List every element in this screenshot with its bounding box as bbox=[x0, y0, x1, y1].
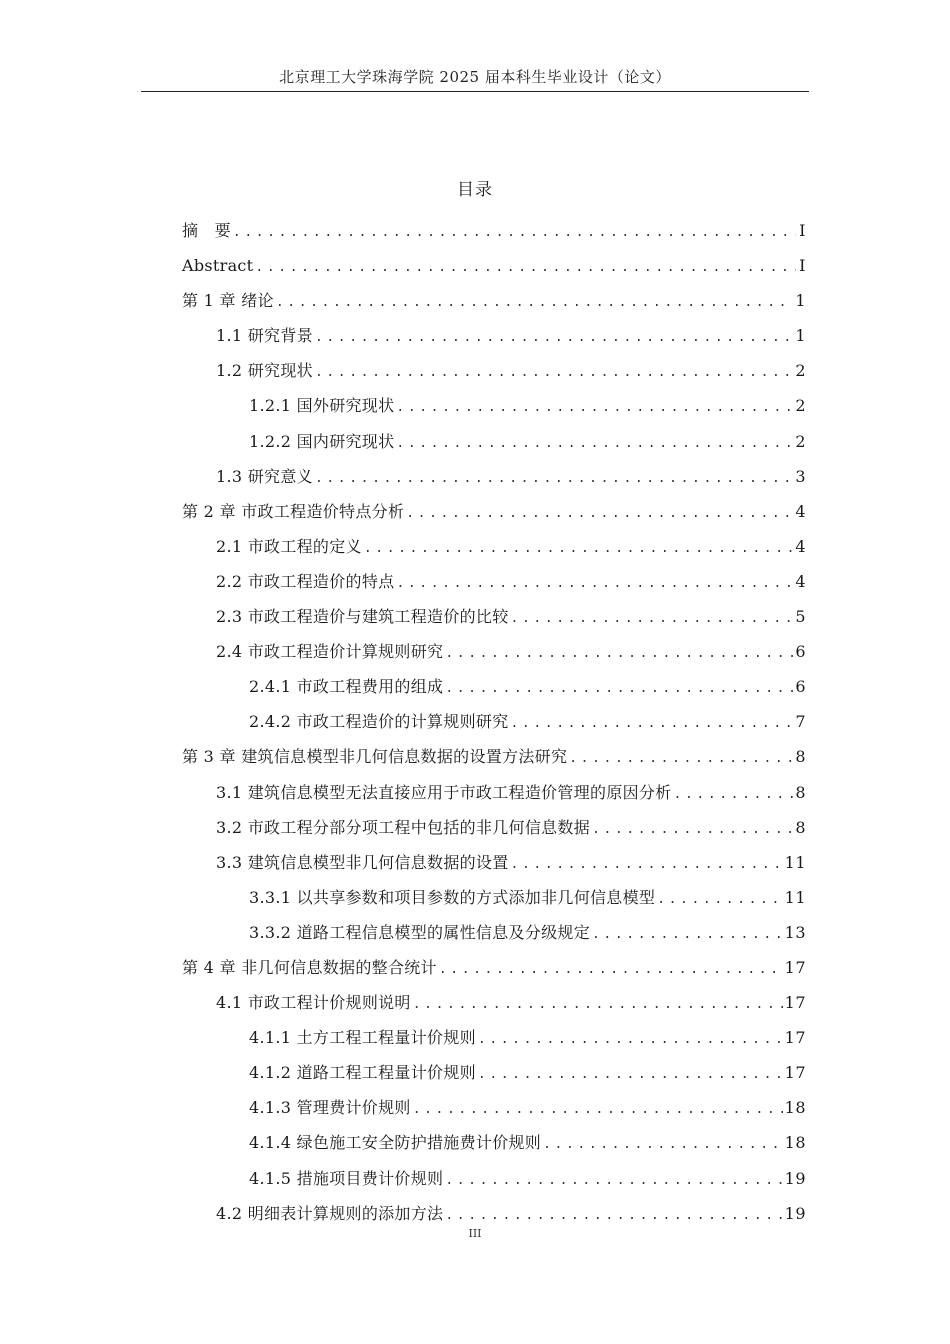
dot-leader bbox=[543, 1127, 783, 1162]
toc-entry-label: 4.1.1 土方工程工程量计价规则 bbox=[249, 1028, 476, 1048]
toc-entry-page: 18 bbox=[784, 1133, 806, 1153]
toc-entry-label: 2.4.2 市政工程造价的计算规则研究 bbox=[249, 712, 509, 732]
toc-entry[interactable] bbox=[182, 1125, 806, 1160]
table-of-contents bbox=[182, 213, 806, 1231]
dot-leader bbox=[315, 461, 793, 496]
toc-entry-page: 2 bbox=[795, 431, 806, 451]
dot-leader bbox=[674, 777, 794, 812]
toc-entry-page: 2 bbox=[795, 396, 806, 416]
toc-entry[interactable] bbox=[182, 845, 806, 880]
toc-entry-page: 17 bbox=[784, 1063, 806, 1083]
toc-entry-label: 4.1.3 管理费计价规则 bbox=[249, 1098, 411, 1118]
toc-entry-label: 4.1 市政工程计价规则说明 bbox=[216, 993, 411, 1013]
dot-leader bbox=[478, 1022, 783, 1057]
toc-entry[interactable] bbox=[182, 1055, 806, 1090]
dot-leader bbox=[445, 1163, 782, 1198]
dot-leader bbox=[439, 952, 783, 987]
dot-leader bbox=[255, 250, 796, 285]
toc-entry-label: 1.1 研究背景 bbox=[216, 326, 313, 346]
toc-entry[interactable] bbox=[182, 1161, 806, 1196]
dot-leader bbox=[445, 636, 793, 671]
dot-leader bbox=[396, 426, 793, 461]
dot-leader bbox=[511, 706, 794, 741]
toc-entry[interactable] bbox=[182, 634, 806, 669]
dot-leader bbox=[233, 215, 796, 250]
toc-entry-page: 8 bbox=[795, 782, 806, 802]
toc-entry-page: 17 bbox=[784, 1028, 806, 1048]
toc-entry[interactable] bbox=[182, 915, 806, 950]
toc-entry-label: 摘 要 bbox=[182, 221, 231, 240]
dot-leader bbox=[511, 601, 794, 636]
toc-entry[interactable] bbox=[182, 318, 806, 353]
dot-leader bbox=[592, 812, 793, 847]
toc-entry[interactable] bbox=[182, 950, 806, 985]
toc-entry-page: 4 bbox=[795, 501, 806, 521]
toc-entry[interactable] bbox=[182, 494, 806, 529]
toc-entry-page: 4 bbox=[795, 571, 806, 591]
toc-entry-label: 1.2 研究现状 bbox=[216, 361, 313, 381]
header-divider bbox=[141, 91, 809, 92]
toc-entry-page: 1 bbox=[795, 326, 806, 346]
toc-title: 目录 bbox=[457, 180, 493, 200]
toc-entry-label: 第 2 章 市政工程造价特点分析 bbox=[182, 501, 405, 521]
toc-entry-label: 3.3 建筑信息模型非几何信息数据的设置 bbox=[216, 852, 509, 872]
toc-entry-page: 19 bbox=[784, 1168, 806, 1188]
toc-entry-label: 2.4.1 市政工程费用的组成 bbox=[249, 677, 444, 697]
dot-leader bbox=[406, 496, 793, 531]
dot-leader bbox=[592, 917, 783, 952]
toc-entry-label: 3.3.2 道路工程信息模型的属性信息及分级规定 bbox=[249, 922, 590, 942]
toc-entry[interactable] bbox=[182, 880, 806, 915]
toc-entry-page: 3 bbox=[795, 466, 806, 486]
toc-entry-label: 4.2 明细表计算规则的添加方法 bbox=[216, 1203, 444, 1223]
toc-entry[interactable] bbox=[182, 564, 806, 599]
toc-entry[interactable] bbox=[182, 388, 806, 423]
toc-entry[interactable] bbox=[182, 353, 806, 388]
toc-entry[interactable] bbox=[182, 1020, 806, 1055]
toc-entry[interactable] bbox=[182, 739, 806, 774]
toc-entry-page: 13 bbox=[784, 922, 806, 942]
toc-entry[interactable] bbox=[182, 669, 806, 704]
running-header: 北京理工大学珠海学院 2025 届本科生毕业设计（论文） bbox=[279, 68, 671, 86]
toc-entry-page: 2 bbox=[795, 361, 806, 381]
toc-entry[interactable] bbox=[182, 985, 806, 1020]
toc-entry-label: 1.2.2 国内研究现状 bbox=[249, 431, 395, 451]
toc-entry[interactable] bbox=[182, 248, 806, 283]
toc-entry[interactable] bbox=[182, 529, 806, 564]
toc-entry-label: 3.3.1 以共享参数和项目参数的方式添加非几何信息模型 bbox=[249, 887, 656, 907]
dot-leader bbox=[413, 987, 783, 1022]
toc-entry-page: 8 bbox=[795, 817, 806, 837]
toc-entry-label: 4.1.4 绿色施工安全防护措施费计价规则 bbox=[249, 1133, 542, 1153]
toc-entry-page: 11 bbox=[784, 852, 806, 872]
toc-entry-label: 第 1 章 绪论 bbox=[182, 291, 274, 311]
dot-leader bbox=[657, 882, 782, 917]
toc-entry[interactable] bbox=[182, 283, 806, 318]
toc-entry-label: 4.1.5 措施项目费计价规则 bbox=[249, 1168, 444, 1188]
toc-entry[interactable] bbox=[182, 775, 806, 810]
toc-entry-label: 2.3 市政工程造价与建筑工程造价的比较 bbox=[216, 607, 509, 627]
toc-entry[interactable] bbox=[182, 704, 806, 739]
toc-entry[interactable] bbox=[182, 213, 806, 248]
dot-leader bbox=[396, 390, 793, 425]
toc-entry-page: 6 bbox=[795, 677, 806, 697]
dot-leader bbox=[445, 671, 793, 706]
toc-entry-label: 1.3 研究意义 bbox=[216, 466, 313, 486]
dot-leader bbox=[478, 1057, 783, 1092]
toc-entry-page: 1 bbox=[795, 291, 806, 311]
toc-entry-page: 18 bbox=[784, 1098, 806, 1118]
dot-leader bbox=[413, 1092, 783, 1127]
toc-entry-page: I bbox=[799, 221, 806, 240]
toc-entry[interactable] bbox=[182, 1090, 806, 1125]
page-number: III bbox=[468, 1227, 482, 1240]
toc-entry-page: I bbox=[799, 256, 806, 276]
toc-entry-page: 4 bbox=[795, 536, 806, 556]
toc-entry-page: 19 bbox=[784, 1203, 806, 1223]
toc-entry-label: Abstract bbox=[182, 256, 254, 276]
toc-entry-label: 第 4 章 非几何信息数据的整合统计 bbox=[182, 957, 437, 977]
dot-leader bbox=[511, 847, 783, 882]
dot-leader bbox=[569, 741, 793, 776]
toc-entry-label: 1.2.1 国外研究现状 bbox=[249, 396, 395, 416]
toc-entry-label: 2.4 市政工程造价计算规则研究 bbox=[216, 642, 444, 662]
toc-entry[interactable] bbox=[182, 599, 806, 634]
toc-entry-label: 第 3 章 建筑信息模型非几何信息数据的设置方法研究 bbox=[182, 747, 568, 767]
toc-entry-page: 7 bbox=[795, 712, 806, 732]
toc-entry-page: 11 bbox=[784, 887, 806, 907]
toc-entry[interactable] bbox=[182, 810, 806, 845]
dot-leader bbox=[396, 566, 793, 601]
toc-entry-page: 5 bbox=[795, 607, 806, 627]
toc-entry-label: 3.2 市政工程分部分项工程中包括的非几何信息数据 bbox=[216, 817, 591, 837]
toc-entry-label: 2.1 市政工程的定义 bbox=[216, 536, 362, 556]
toc-entry-label: 4.1.2 道路工程工程量计价规则 bbox=[249, 1063, 476, 1083]
dot-leader bbox=[315, 320, 793, 355]
dot-leader bbox=[276, 285, 793, 320]
toc-entry[interactable] bbox=[182, 424, 806, 459]
toc-entry-page: 6 bbox=[795, 642, 806, 662]
toc-entry-label: 3.1 建筑信息模型无法直接应用于市政工程造价管理的原因分析 bbox=[216, 782, 672, 802]
toc-entry-label: 2.2 市政工程造价的特点 bbox=[216, 571, 395, 591]
dot-leader bbox=[315, 355, 793, 390]
toc-entry-page: 17 bbox=[784, 993, 806, 1013]
dot-leader bbox=[364, 531, 793, 566]
toc-entry-page: 8 bbox=[795, 747, 806, 767]
toc-entry-page: 17 bbox=[784, 957, 806, 977]
toc-entry[interactable] bbox=[182, 459, 806, 494]
